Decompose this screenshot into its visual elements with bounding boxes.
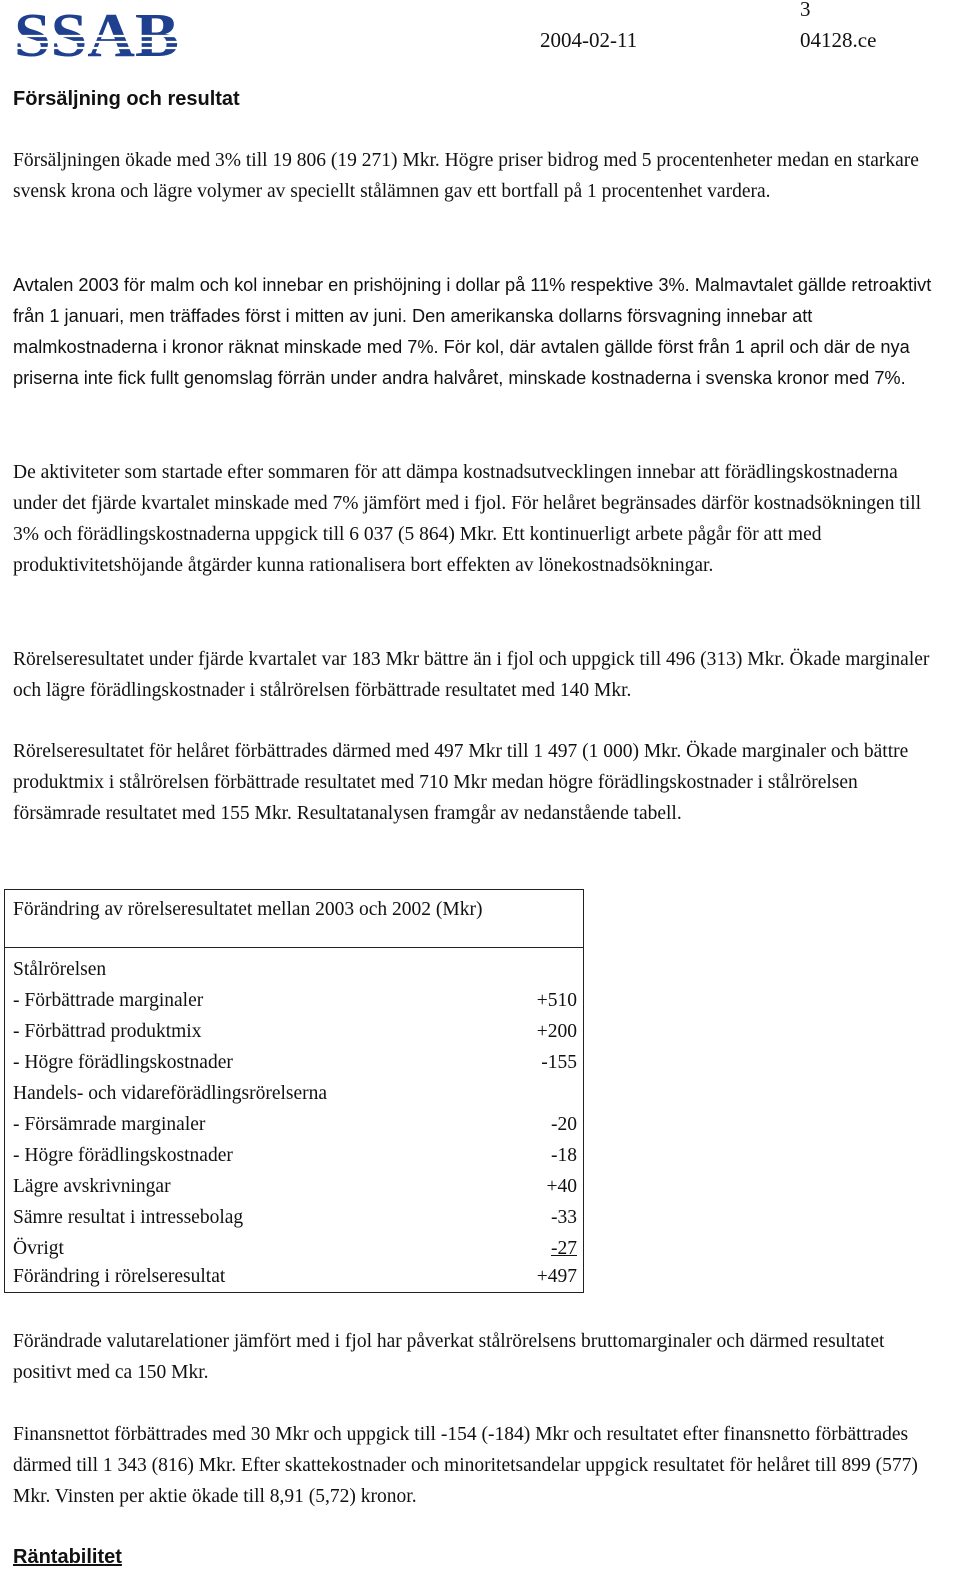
- table-row: [13, 1078, 577, 1109]
- row-label: Stålrörelsen: [13, 959, 107, 980]
- row-label: - Försämrade marginaler: [13, 1114, 206, 1135]
- page-number: 3: [800, 0, 811, 21]
- paragraph-full-year-result: Rörelseresultatet för helåret förbättrades därmed med 497 Mkr till 1 497 (1 000) Mkr. Ökade marginaler och bättre produktmix i stålrörelsen förbättrade resultatet med 710 Mkr medan högre förädlingskostnader i stålrörelsen försämrade resultatet med 155 Mkr. Resultatanalysen framgår av nedanstående tabell.: [13, 741, 909, 824]
- row-label: - Högre förädlingskostnader: [13, 1052, 233, 1073]
- row-label: Sämre resultat i intressebolag: [13, 1207, 244, 1228]
- row-value: -18: [551, 1145, 577, 1166]
- row-value: -20: [551, 1114, 577, 1135]
- row-value: +510: [536, 990, 577, 1011]
- paragraph-financial-net: Finansnettot förbättrades med 30 Mkr och uppgick till -154 (-184) Mkr och resultatet efter finansnetto förbättrades därmed till 1 343 (816) Mkr. Efter skattekostnader och minoritetsandelar uppgick resultatet för helåret till 899 (577) Mkr. Vinsten per aktie ökade till 8,91 (5,72) kronor.: [13, 1424, 918, 1507]
- ssab-logo: [14, 6, 182, 64]
- table-row: [13, 1140, 577, 1171]
- document-date: 2004-02-11: [540, 28, 638, 52]
- row-label: - Förbättrade marginaler: [13, 990, 204, 1011]
- table-row: [13, 1171, 577, 1202]
- paragraph-currency: Förändrade valutarelationer jämfört med i fjol har påverkat stålrörelsens bruttomarginaler och därmed resultatet positivt med ca 150 Mkr.: [13, 1331, 885, 1383]
- row-label: Handels- och vidareförädlingsrörelserna: [13, 1083, 328, 1104]
- document-code: 04128.ce: [800, 28, 877, 52]
- table-title: Förändring av rörelseresultatet mellan 2003 och 2002 (Mkr): [13, 899, 483, 920]
- row-value: +40: [546, 1176, 577, 1197]
- paragraph-q4-result: Rörelseresultatet under fjärde kvartalet var 183 Mkr bättre än i fjol och uppgick till 496 (313) Mkr. Ökade marginaler och lägre förädlingskostnader i stålrörelsen förbättrade resultatet med 140 Mkr.: [13, 649, 930, 701]
- table-row: [13, 1202, 577, 1233]
- heading-return: Räntabilitet: [13, 1546, 122, 1568]
- row-value: +200: [536, 1021, 577, 1042]
- table-row: [13, 1109, 577, 1140]
- row-label: - Högre förädlingskostnader: [13, 1145, 233, 1166]
- table-row-total: [13, 1261, 577, 1292]
- row-value: -33: [551, 1207, 577, 1228]
- table-row: [13, 1233, 577, 1264]
- row-label: Förändring i rörelseresultat: [13, 1266, 226, 1287]
- heading-sales-results: Försäljning och resultat: [13, 88, 240, 110]
- result-change-table: [4, 889, 584, 1293]
- row-label: Övrigt: [13, 1238, 64, 1259]
- svg-text:SSAB: SSAB: [14, 6, 179, 64]
- row-label: - Förbättrad produktmix: [13, 1021, 202, 1042]
- row-label: Lägre avskrivningar: [13, 1176, 171, 1197]
- table-row: [13, 1016, 577, 1047]
- paragraph-cost-activities: De aktiviteter som startade efter sommaren för att dämpa kostnadsutvecklingen innebar att förädlingskostnaderna under det fjärde kvartalet minskade med 7% jämfört med i fjol. För helåret begränsades därför kostnadsökningen till 3% och förädlingskostnaderna uppgick till 6 037 (5 864) Mkr. Ett kontinuerligt arbete pågår för att med produktivitetshöjande åtgärder kunna rationalisera bort effekten av lönekostnadsökningar.: [13, 462, 922, 576]
- table-divider: [5, 947, 583, 948]
- row-value: -155: [541, 1052, 577, 1073]
- table-row: [13, 985, 577, 1016]
- paragraph-ore-coal: Avtalen 2003 för malm och kol innebar en prishöjning i dollar på 11% respektive 3%. Malmavtalet gällde retroaktivt från 1 januari, men träffades först i mitten av juni. Den amerikanska dollarns försvagning innebar att malmkostnaderna i kronor räknat minskade med 7%. För kol, där avtalen gällde först från 1 april och där de nya priserna inte fick fullt genomslag förrän under andra halvåret, minskade kostnaderna i svenska kronor med 7%.: [13, 275, 932, 388]
- table-row: [13, 1047, 577, 1078]
- row-value: -27: [551, 1238, 577, 1259]
- paragraph-sales: Försäljningen ökade med 3% till 19 806 (19 271) Mkr. Högre priser bidrog med 5 procentenheter medan en starkare svensk krona och lägre volymer av speciellt stålämnen gav ett bortfall på 1 procentenhet vardera.: [13, 150, 919, 202]
- row-value: +497: [536, 1266, 577, 1287]
- table-row: [13, 954, 577, 985]
